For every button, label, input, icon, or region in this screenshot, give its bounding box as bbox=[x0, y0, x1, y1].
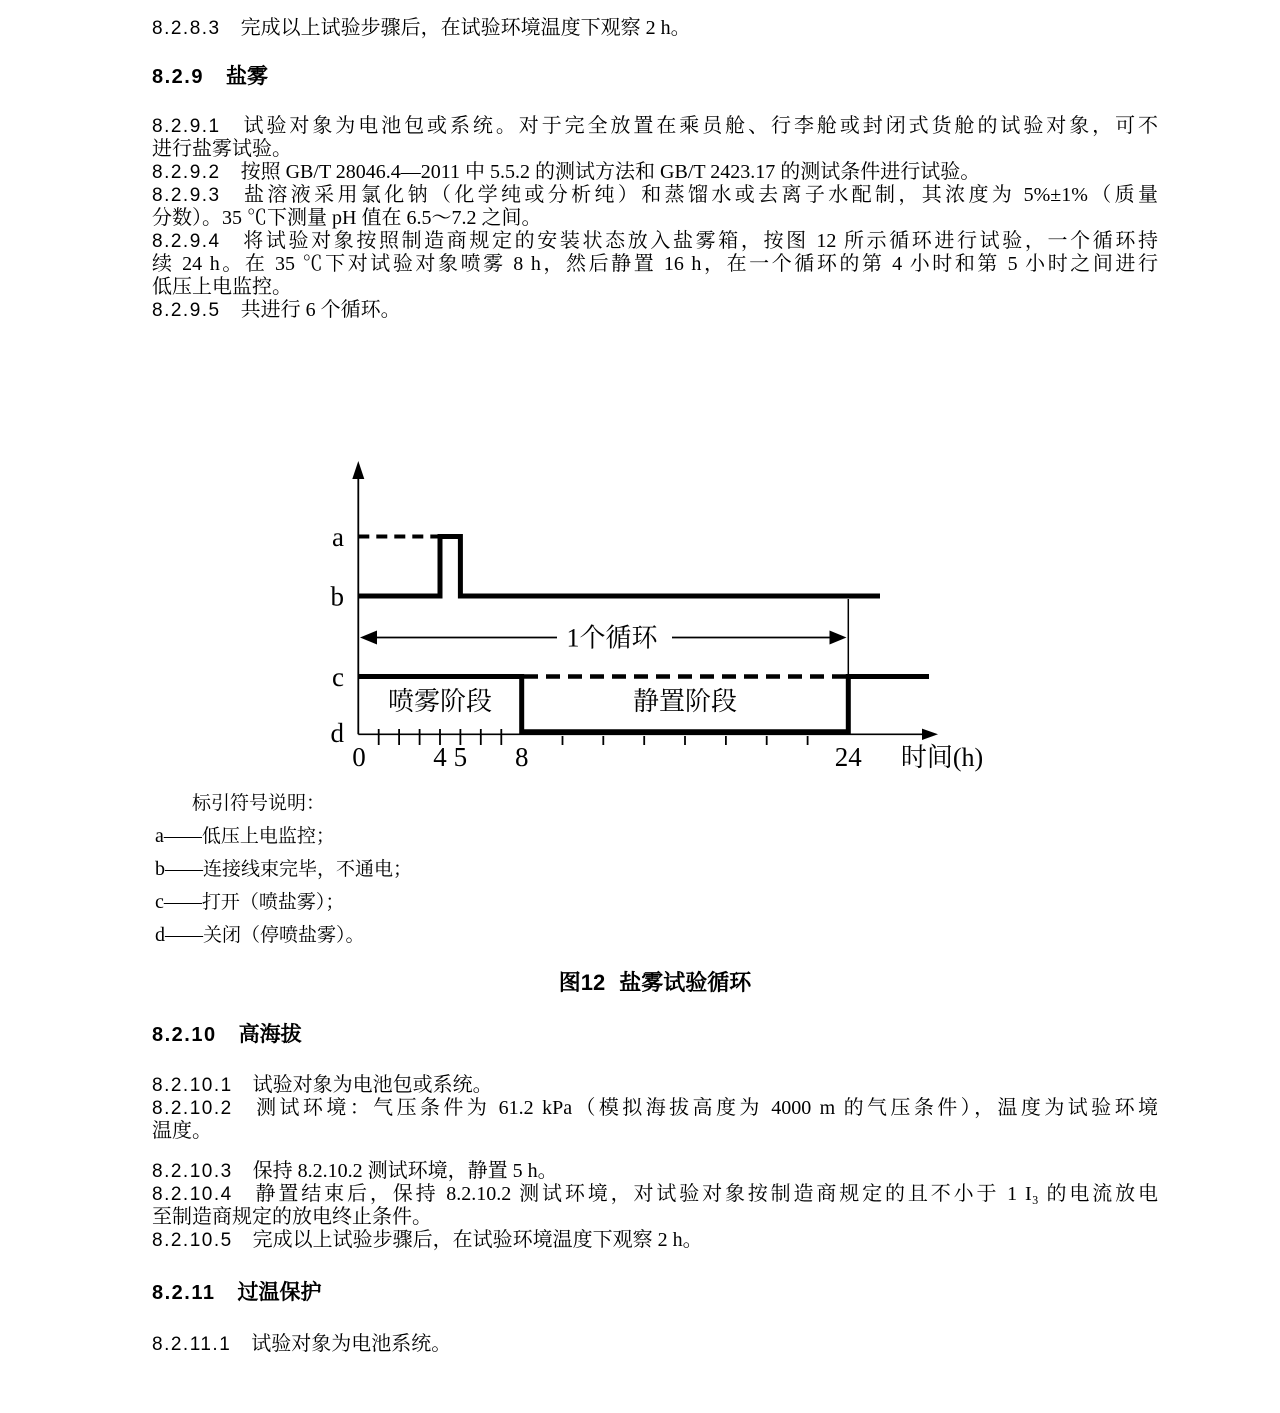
legend-text: 连接线束完毕，不通电； bbox=[203, 859, 413, 880]
clause-number: 8.2.10.4 bbox=[152, 1184, 233, 1205]
clause-number: 8.2.9.2 bbox=[152, 162, 221, 183]
clause-number: 8.2.10.5 bbox=[152, 1230, 233, 1251]
x-tick-0: 0 bbox=[352, 742, 366, 772]
x-tick-24: 24 bbox=[834, 742, 862, 772]
clause-line: 8.2.9.1 试验对象为电池包或系统。对于完全放置在乘员舱、行李舱或封闭式货舱的试验对象，可不 bbox=[152, 115, 1158, 137]
right-arrowhead-icon bbox=[830, 631, 847, 645]
legend-item-a bbox=[155, 820, 1158, 853]
legend-item-b bbox=[155, 853, 1158, 886]
level-label-b: b bbox=[330, 581, 344, 612]
clause-line: 8.2.9.2 按照 GB/T 28046.4—2011 中 5.5.2 的测试方法和 GB/T 2423.17 的测试条件进行试验。 bbox=[152, 161, 981, 183]
legend-symbol: a bbox=[155, 825, 164, 847]
heading-title: 高海拔 bbox=[238, 1023, 302, 1046]
level-label-c: c bbox=[332, 662, 344, 692]
top-waveform bbox=[358, 537, 880, 597]
clause-paragraph-8.2.10.4 bbox=[152, 1183, 1158, 1229]
left-arrowhead-icon bbox=[360, 631, 377, 645]
clause-paragraph-8.2.9.2 bbox=[152, 161, 1158, 184]
clause-paragraph-8.2.8.3 bbox=[152, 17, 1158, 40]
legend-title: 标引符号说明： bbox=[192, 793, 326, 814]
clause-line: 8.2.8.3 完成以上试验步骤后，在试验环境温度下观察 2 h。 bbox=[152, 17, 691, 39]
clause-line: 8.2.10.1 试验对象为电池包或系统。 bbox=[152, 1074, 493, 1096]
section-heading-8.2.11 bbox=[152, 1281, 1158, 1305]
clause-line: 至制造商规定的放电终止条件。 bbox=[152, 1206, 432, 1228]
legend-text: 低压上电监控； bbox=[201, 826, 335, 847]
clause-paragraph-8.2.10.2 bbox=[152, 1097, 1158, 1143]
legend-dash: —— bbox=[165, 859, 203, 880]
legend-symbol: b bbox=[155, 858, 165, 880]
clause-number: 8.2.8.3 bbox=[152, 18, 221, 39]
y-axis-arrowhead-icon bbox=[352, 461, 364, 479]
heading-number: 8.2.10 bbox=[152, 1024, 217, 1046]
clause-line: 续 24 h。在 35 ℃下对试验对象喷雾 8 h，然后静置 16 h，在一个循环的第 4 小时和第 5 小时之间进行 bbox=[152, 253, 1158, 275]
spray-phase-label: 喷雾阶段 bbox=[387, 687, 493, 716]
clause-number: 8.2.9.3 bbox=[152, 185, 221, 206]
section-heading-8.2.10 bbox=[152, 1023, 1158, 1047]
salt-spray-cycle-diagram bbox=[320, 455, 1000, 785]
legend-item-c bbox=[155, 886, 1158, 919]
clause-line: 进行盐雾试验。 bbox=[152, 138, 292, 160]
one-cycle-span-arrow bbox=[360, 624, 847, 653]
clause-paragraph-8.2.9.1 bbox=[152, 115, 1158, 161]
level-label-d: d bbox=[330, 718, 344, 748]
x-tick-4: 4 bbox=[433, 742, 447, 772]
one-cycle-label: 1个循环 bbox=[566, 623, 658, 653]
clause-line: 8.2.10.5 完成以上试验步骤后，在试验环境温度下观察 2 h。 bbox=[152, 1229, 703, 1251]
heading-number: 8.2.9 bbox=[152, 66, 204, 88]
clause-line: 8.2.9.5 共进行 6 个循环。 bbox=[152, 299, 401, 321]
clause-paragraph-8.2.9.3 bbox=[152, 184, 1158, 230]
clause-line: 8.2.11.1 试验对象为电池系统。 bbox=[152, 1333, 452, 1355]
clause-paragraph-8.2.10.5 bbox=[152, 1229, 1158, 1252]
legend-dash: —— bbox=[165, 925, 203, 946]
level-label-a: a bbox=[332, 522, 344, 552]
figure-caption-number: 图12 bbox=[558, 970, 606, 995]
x-tick-5: 5 bbox=[453, 742, 468, 772]
clause-paragraph-8.2.11.1 bbox=[152, 1333, 1158, 1356]
legend-dash: —— bbox=[163, 892, 202, 913]
x-axis-title: 时间(h) bbox=[900, 743, 984, 772]
legend-item-d bbox=[155, 919, 1158, 952]
clause-line: 8.2.10.3 保持 8.2.10.2 测试环境，静置 5 h。 bbox=[152, 1160, 558, 1182]
heading-title: 过温保护 bbox=[237, 1281, 322, 1304]
clause-number: 8.2.11.1 bbox=[152, 1334, 232, 1355]
figure-caption-title: 盐雾试验循环 bbox=[619, 970, 752, 995]
clause-line: 8.2.10.2 测试环境：气压条件为 61.2 kPa（模拟海拔高度为 4000 m 的气压条件），温度为试验环境 bbox=[152, 1097, 1158, 1119]
clause-number: 8.2.9.5 bbox=[152, 300, 221, 321]
heading-number: 8.2.11 bbox=[152, 1282, 216, 1304]
x-axis-minor-ticks-8-24 bbox=[563, 736, 808, 745]
legend-dash: —— bbox=[163, 826, 202, 847]
legend-symbol: d bbox=[155, 924, 165, 946]
clause-number: 8.2.9.1 bbox=[152, 116, 221, 137]
rest-phase-label: 静置阶段 bbox=[632, 687, 738, 716]
figure-legend bbox=[152, 787, 1158, 952]
legend-text: 打开（喷盐雾）； bbox=[201, 892, 345, 913]
figure-caption bbox=[152, 971, 1158, 994]
clause-number: 8.2.10.3 bbox=[152, 1161, 233, 1182]
clause-line: 温度。 bbox=[152, 1120, 212, 1142]
clause-paragraph-8.2.10.1 bbox=[152, 1074, 1158, 1097]
clause-line: 8.2.10.4 静置结束后，保持 8.2.10.2 测试环境，对试验对象按制造商规定的且不小于 1 I₃ 的电流放电 bbox=[152, 1183, 1158, 1205]
clause-paragraph-8.2.9.5 bbox=[152, 299, 1158, 322]
clause-line: 8.2.9.4 将试验对象按照制造商规定的安装状态放入盐雾箱，按图 12 所示循环进行试验，一个循环持 bbox=[152, 230, 1158, 252]
clause-number: 8.2.10.1 bbox=[152, 1075, 233, 1096]
clause-number: 8.2.9.4 bbox=[152, 231, 221, 252]
section-heading-8.2.9 bbox=[152, 65, 1158, 89]
legend-symbol: c bbox=[155, 891, 164, 913]
x-axis-arrowhead-icon bbox=[922, 729, 938, 740]
clause-line: 低压上电监控。 bbox=[152, 276, 292, 298]
clause-line: 8.2.9.3 盐溶液采用氯化钠（化学纯或分析纯）和蒸馏水或去离子水配制，其浓度为 5%±1%（质量 bbox=[152, 184, 1158, 206]
legend-text: 关闭（停喷盐雾）。 bbox=[203, 925, 365, 946]
clause-paragraph-8.2.9.4 bbox=[152, 230, 1158, 299]
clause-line: 分数）。35 ℃下测量 pH 值在 6.5～7.2 之间。 bbox=[152, 207, 542, 229]
figure-12-salt-spray-cycle bbox=[320, 455, 1000, 785]
x-tick-8: 8 bbox=[514, 742, 529, 772]
clause-number: 8.2.10.2 bbox=[152, 1098, 233, 1119]
heading-title: 盐雾 bbox=[225, 65, 268, 88]
clause-paragraph-8.2.10.3 bbox=[152, 1160, 1158, 1183]
